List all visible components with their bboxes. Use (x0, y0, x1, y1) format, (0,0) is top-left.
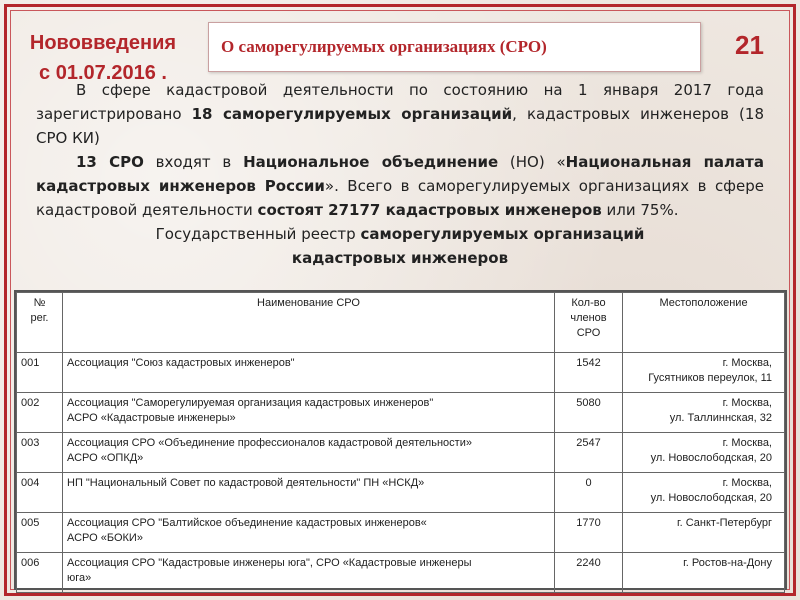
cell-num: 001 (17, 353, 63, 393)
cell-location (623, 393, 785, 433)
registry-table-container (14, 290, 787, 590)
text-span: В сфере кадастровой деятельности по состоянию на 1 января 2017 года зарегистрировано (36, 81, 764, 123)
location-line: г. Москва, (722, 437, 772, 449)
location-line: ул. Таллиннская, 32 (669, 412, 772, 424)
bold-span: 13 СРО (76, 153, 144, 171)
table-row (17, 473, 785, 513)
name-line: Ассоциация "Союз кадастровых инженеров" (67, 357, 295, 369)
name-line: юга» (67, 572, 92, 584)
text-span: Государственный реестр (155, 225, 361, 243)
bold-span: кадастровых инженеров (291, 249, 509, 267)
novelties-date: с 01.07.2016 . (39, 62, 167, 84)
table-header-row (17, 293, 785, 353)
location-line: г. Санкт-Петербург (676, 517, 772, 529)
table-row (17, 433, 785, 473)
paragraph-registration (36, 78, 764, 150)
table-row (17, 393, 785, 433)
bold-span: Национальное объединение (243, 153, 499, 171)
table-row (17, 553, 785, 593)
text-span: , кадастровых инженеров (18 СРО КИ) (36, 105, 764, 147)
header-count (555, 293, 623, 353)
cell-count: 5080 (555, 393, 623, 433)
cell-location (623, 473, 785, 513)
name-line: НП "Национальный Совет по кадастровой деятельности" ПН «НСКД» (67, 477, 425, 489)
cell-name (63, 353, 555, 393)
cell-num: 003 (17, 433, 63, 473)
cell-count: 0 (555, 473, 623, 513)
cell-name (63, 473, 555, 513)
name-line: Ассоциация СРО "Кадастровые инженеры юга", СРО «Кадастровые инженеры (67, 557, 472, 569)
table-row (17, 353, 785, 393)
novelties-line1: Нововведения (29, 32, 177, 54)
name-line: Ассоциация "Саморегулируемая организация кадастровых инженеров" (67, 397, 434, 409)
cell-location (623, 353, 785, 393)
location-line: г. Москва, (722, 357, 772, 369)
bold-span: саморегулируемых организаций (360, 225, 645, 243)
header-num (17, 293, 63, 353)
location-line: ул. Новослободская, 20 (650, 492, 772, 504)
cell-name (63, 433, 555, 473)
cell-num: 006 (17, 553, 63, 593)
cell-num: 004 (17, 473, 63, 513)
bold-span: Национальная палата кадастровых инженеров России (36, 153, 764, 195)
registry-heading-line2 (36, 246, 764, 270)
name-line: АСРО «ОПКД» (67, 452, 144, 464)
name-line: АСРО «БОКИ» (67, 532, 143, 544)
registry-table (16, 292, 785, 593)
name-line: Ассоциация СРО «Объединение профессионалов кадастровой деятельности» (67, 437, 472, 449)
title-box (208, 22, 701, 72)
cell-count: 1770 (555, 513, 623, 553)
cell-location (623, 433, 785, 473)
table-row (17, 513, 785, 553)
cell-location (623, 553, 785, 593)
header-text: СРО (576, 327, 601, 339)
paragraph-national-chamber (36, 150, 764, 222)
cell-num: 005 (17, 513, 63, 553)
cell-count: 2240 (555, 553, 623, 593)
header-name: Наименование СРО (63, 293, 555, 353)
name-line: Ассоциация СРО "Балтийское объединение кадастровых инженеров« (67, 517, 427, 529)
cell-count: 2547 (555, 433, 623, 473)
header-text: Кол-во (571, 297, 606, 309)
page-number: 21 (735, 30, 764, 60)
cell-name (63, 513, 555, 553)
text-span: (НО) « (498, 153, 566, 171)
text-span: или 75%. (601, 201, 679, 219)
body-text (36, 78, 764, 270)
slide-title: О саморегулируемых организациях (СРО) (221, 37, 547, 56)
name-line: АСРО «Кадастровые инженеры» (67, 412, 236, 424)
text-span: ». Всего в саморегулируемых организациях в сфере кадастровой деятельности (36, 177, 764, 219)
location-line: г. Ростов-на-Дону (683, 557, 772, 569)
registry-heading-line1 (36, 222, 764, 246)
header-text: № (33, 297, 46, 309)
cell-name (63, 553, 555, 593)
cell-name (63, 393, 555, 433)
bold-span: состоят 27177 кадастровых инженеров (257, 201, 602, 219)
location-line: г. Москва, (722, 477, 772, 489)
cell-location (623, 513, 785, 553)
header-text: членов (570, 312, 607, 324)
header-location: Местоположение (623, 293, 785, 353)
cell-count: 1542 (555, 353, 623, 393)
cell-num: 002 (17, 393, 63, 433)
location-line: Гусятников переулок, 11 (648, 372, 772, 384)
header-text: рег. (30, 312, 49, 324)
location-line: г. Москва, (722, 397, 772, 409)
bold-span: 18 саморегулируемых организаций (191, 105, 513, 123)
text-span: входят в (143, 153, 244, 171)
location-line: ул. Новослободская, 20 (650, 452, 772, 464)
